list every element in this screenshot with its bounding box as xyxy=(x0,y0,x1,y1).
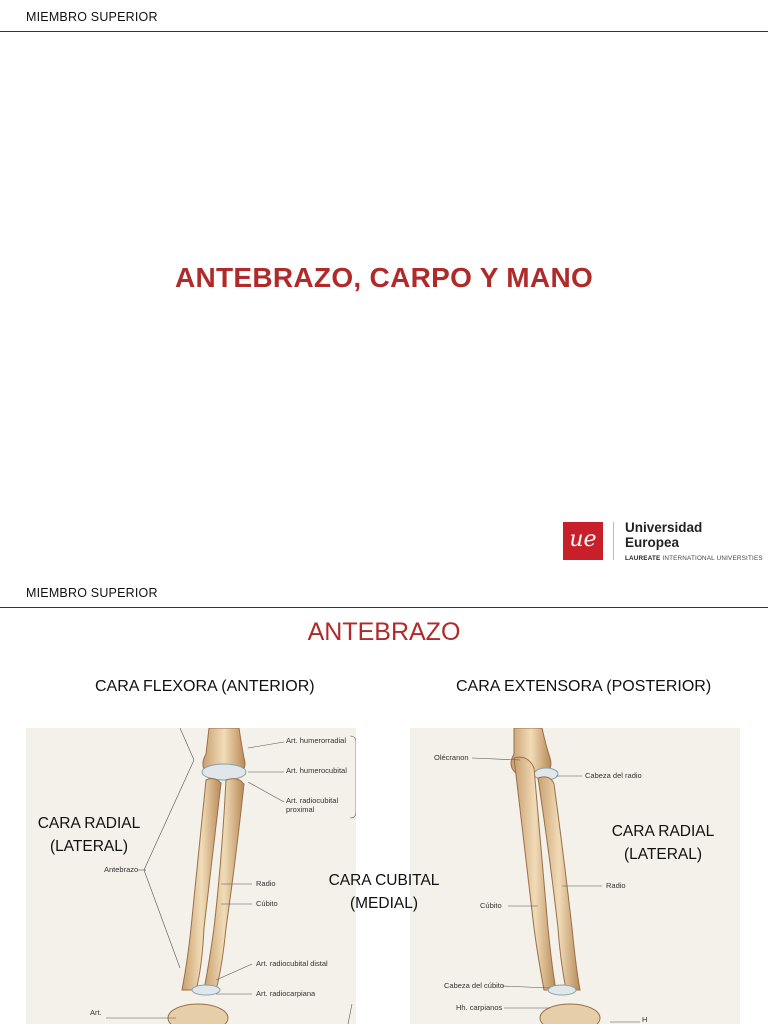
logo-tag-rest: INTERNATIONAL UNIVERSITIES xyxy=(662,555,763,562)
label-cabeza-radio: Cabeza del radio xyxy=(585,771,642,780)
slide-header: MIEMBRO SUPERIOR xyxy=(26,586,158,600)
label-radiocarpiana: Art. radiocarpiana xyxy=(256,989,316,998)
label-humerocubital: Art. humerocubital xyxy=(286,766,347,775)
label-radiocubital-proximal: Art. radiocubital proximal xyxy=(286,796,339,814)
label-olecranon: Olécranon xyxy=(434,753,469,762)
overlay-cara-radial-right: CARA RADIAL (LATERAL) xyxy=(611,823,715,863)
label-radio: Radio xyxy=(256,879,276,888)
label-antebrazo: Antebrazo xyxy=(104,865,139,874)
ue-logo-mark: ue xyxy=(563,522,603,560)
face-anterior-heading: CARA FLEXORA (ANTERIOR) xyxy=(95,678,315,695)
label-cubito: Cúbito xyxy=(256,899,278,908)
label-radiocubital-distal: Art. radiocubital distal xyxy=(256,959,328,968)
overlay-cara-cubital: CARA CUBITAL (MEDIAL) xyxy=(328,872,440,912)
header-divider xyxy=(0,607,768,608)
anterior-forearm-illustration xyxy=(26,728,356,1024)
face-posterior-heading: CARA EXTENSORA (POSTERIOR) xyxy=(456,678,712,695)
header-divider xyxy=(0,31,768,32)
logo-divider xyxy=(613,522,614,560)
label-art: Art. xyxy=(90,1008,102,1017)
logo-tag-bold: LAUREATE xyxy=(625,555,661,562)
logo-tagline xyxy=(625,555,763,562)
overlay-cara-radial-left: CARA RADIAL (LATERAL) xyxy=(37,815,141,855)
forearm-slide xyxy=(0,576,768,1024)
slide-title: ANTEBRAZO xyxy=(307,618,461,646)
label-cubito-posterior: Cúbito xyxy=(480,901,502,910)
label-cabeza-cubito: Cabeza del cúbito xyxy=(444,981,505,990)
posterior-bones-drawing xyxy=(410,728,740,1024)
university-logo xyxy=(563,518,763,564)
posterior-forearm-illustration xyxy=(410,728,740,1024)
label-radio-posterior: Radio xyxy=(606,881,626,890)
label-h: H xyxy=(642,1015,648,1024)
slide-title: ANTEBRAZO, CARPO Y MANO xyxy=(174,262,594,293)
logo-name-line1: Universidad xyxy=(625,520,703,535)
label-humeroradial: Art. humerorradial xyxy=(286,736,347,745)
slide-header: MIEMBRO SUPERIOR xyxy=(26,10,158,24)
label-carpianos: Hh. carpianos xyxy=(456,1003,503,1012)
logo-name-line2: Europea xyxy=(625,535,680,550)
